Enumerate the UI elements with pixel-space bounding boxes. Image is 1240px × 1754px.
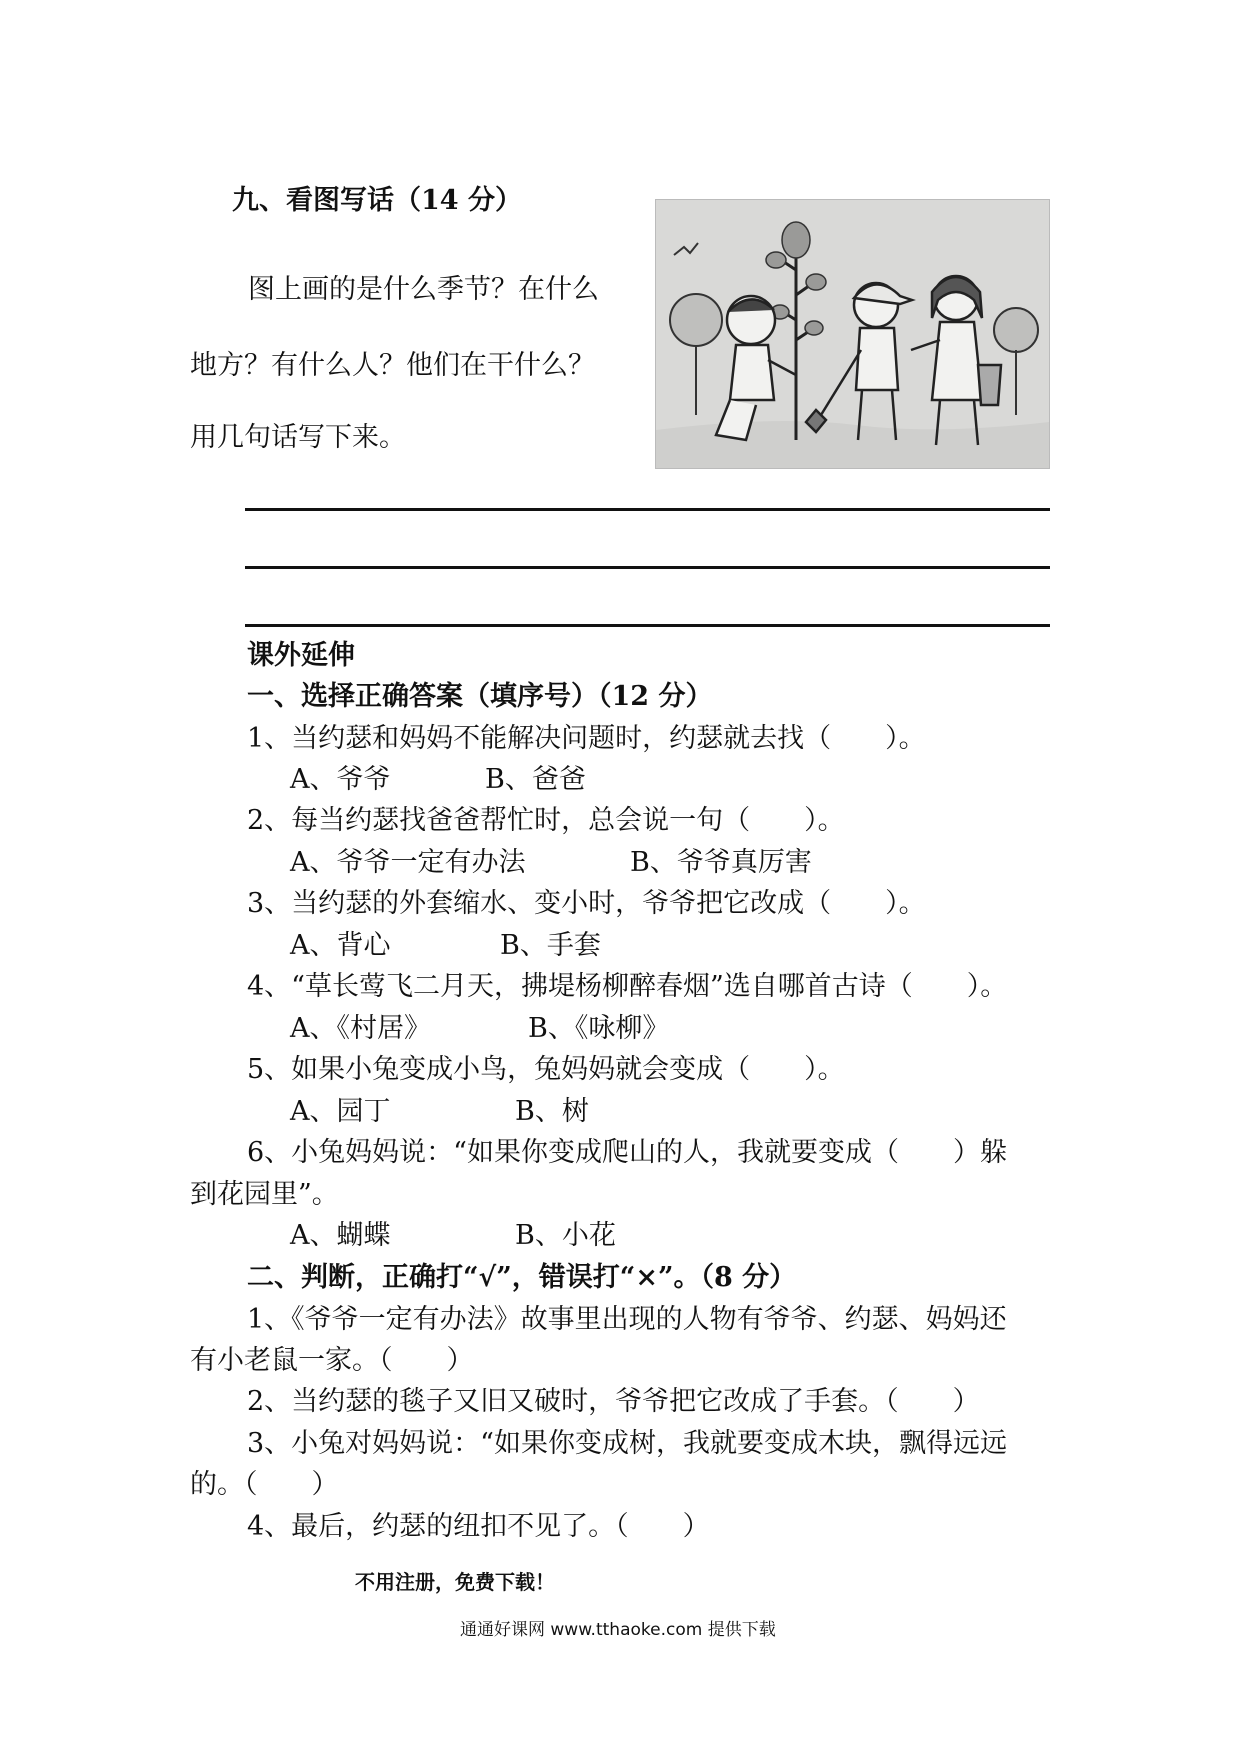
question-3-option-a: A、背心 <box>290 930 391 961</box>
judgment-1-line-1: 1、《爷爷一定有办法》故事里出现的人物有爷爷、约瑟、妈妈还 <box>247 1304 1007 1335</box>
writing-line-2 <box>245 566 1050 569</box>
question-1-option-b: B、爸爸 <box>485 764 586 795</box>
question-6-line-2: 到花园里”。 <box>190 1179 339 1210</box>
question-6-option-b: B、小花 <box>515 1220 616 1251</box>
prompt-line-2: 地方？有什么人？他们在干什么？ <box>190 350 595 381</box>
prompt-line-3: 用几句话写下来。 <box>190 422 406 453</box>
part2-title: 二、判断，正确打“√”，错误打“×”。（8 分） <box>247 1262 797 1293</box>
question-6-line-1: 6、小兔妈妈说：“如果你变成爬山的人，我就要变成（ ）躲 <box>247 1137 1007 1168</box>
judgment-2: 2、当约瑟的毯子又旧又破时，爷爷把它改成了手套。（ ） <box>247 1386 980 1417</box>
writing-line-3 <box>245 624 1050 627</box>
children-planting-tree-drawing <box>656 200 1049 468</box>
question-2-option-b: B、爷爷真厉害 <box>630 847 812 878</box>
question-4-option-a: A、《村居》 <box>290 1013 431 1044</box>
promo-text: 不用注册，免费下载！ <box>355 1570 555 1594</box>
extension-heading: 课外延伸 <box>247 640 355 671</box>
question-2: 2、每当约瑟找爸爸帮忙时，总会说一句（ ）。 <box>247 805 845 836</box>
judgment-1-line-2: 有小老鼠一家。（ ） <box>190 1345 474 1376</box>
question-4: 4、“草长莺飞二月天，拂堤杨柳醉春烟”选自哪首古诗（ ）。 <box>247 971 1008 1002</box>
question-3: 3、当约瑟的外套缩水、变小时，爷爷把它改成（ ）。 <box>247 888 926 919</box>
question-5: 5、如果小兔变成小鸟，兔妈妈就会变成（ ）。 <box>247 1054 845 1085</box>
writing-line-1 <box>245 508 1050 511</box>
question-5-option-b: B、树 <box>515 1096 589 1127</box>
question-6-option-a: A、蝴蝶 <box>290 1220 391 1251</box>
prompt-line-1: 图上画的是什么季节？在什么 <box>248 274 599 305</box>
section9-title: 九、看图写话（14 分） <box>232 185 522 216</box>
site-footer: 通通好课网 www.tthaoke.com 提供下载 <box>460 1620 776 1640</box>
judgment-4: 4、最后，约瑟的纽扣不见了。（ ） <box>247 1511 710 1542</box>
question-3-option-b: B、手套 <box>500 930 601 961</box>
question-1-option-a: A、爷爷 <box>290 764 391 795</box>
question-4-option-b: B、《咏柳》 <box>528 1013 670 1044</box>
question-1: 1、当约瑟和妈妈不能解决问题时，约瑟就去找（ ）。 <box>247 723 926 754</box>
question-2-option-a: A、爷爷一定有办法 <box>290 847 526 878</box>
judgment-3-line-1: 3、小兔对妈妈说：“如果你变成树，我就要变成木块，飘得远远 <box>247 1428 1007 1459</box>
question-5-option-a: A、园丁 <box>290 1096 391 1127</box>
judgment-3-line-2: 的。（ ） <box>190 1469 339 1500</box>
picture-illustration <box>655 199 1050 469</box>
part1-title: 一、选择正确答案（填序号）（12 分） <box>247 681 713 712</box>
